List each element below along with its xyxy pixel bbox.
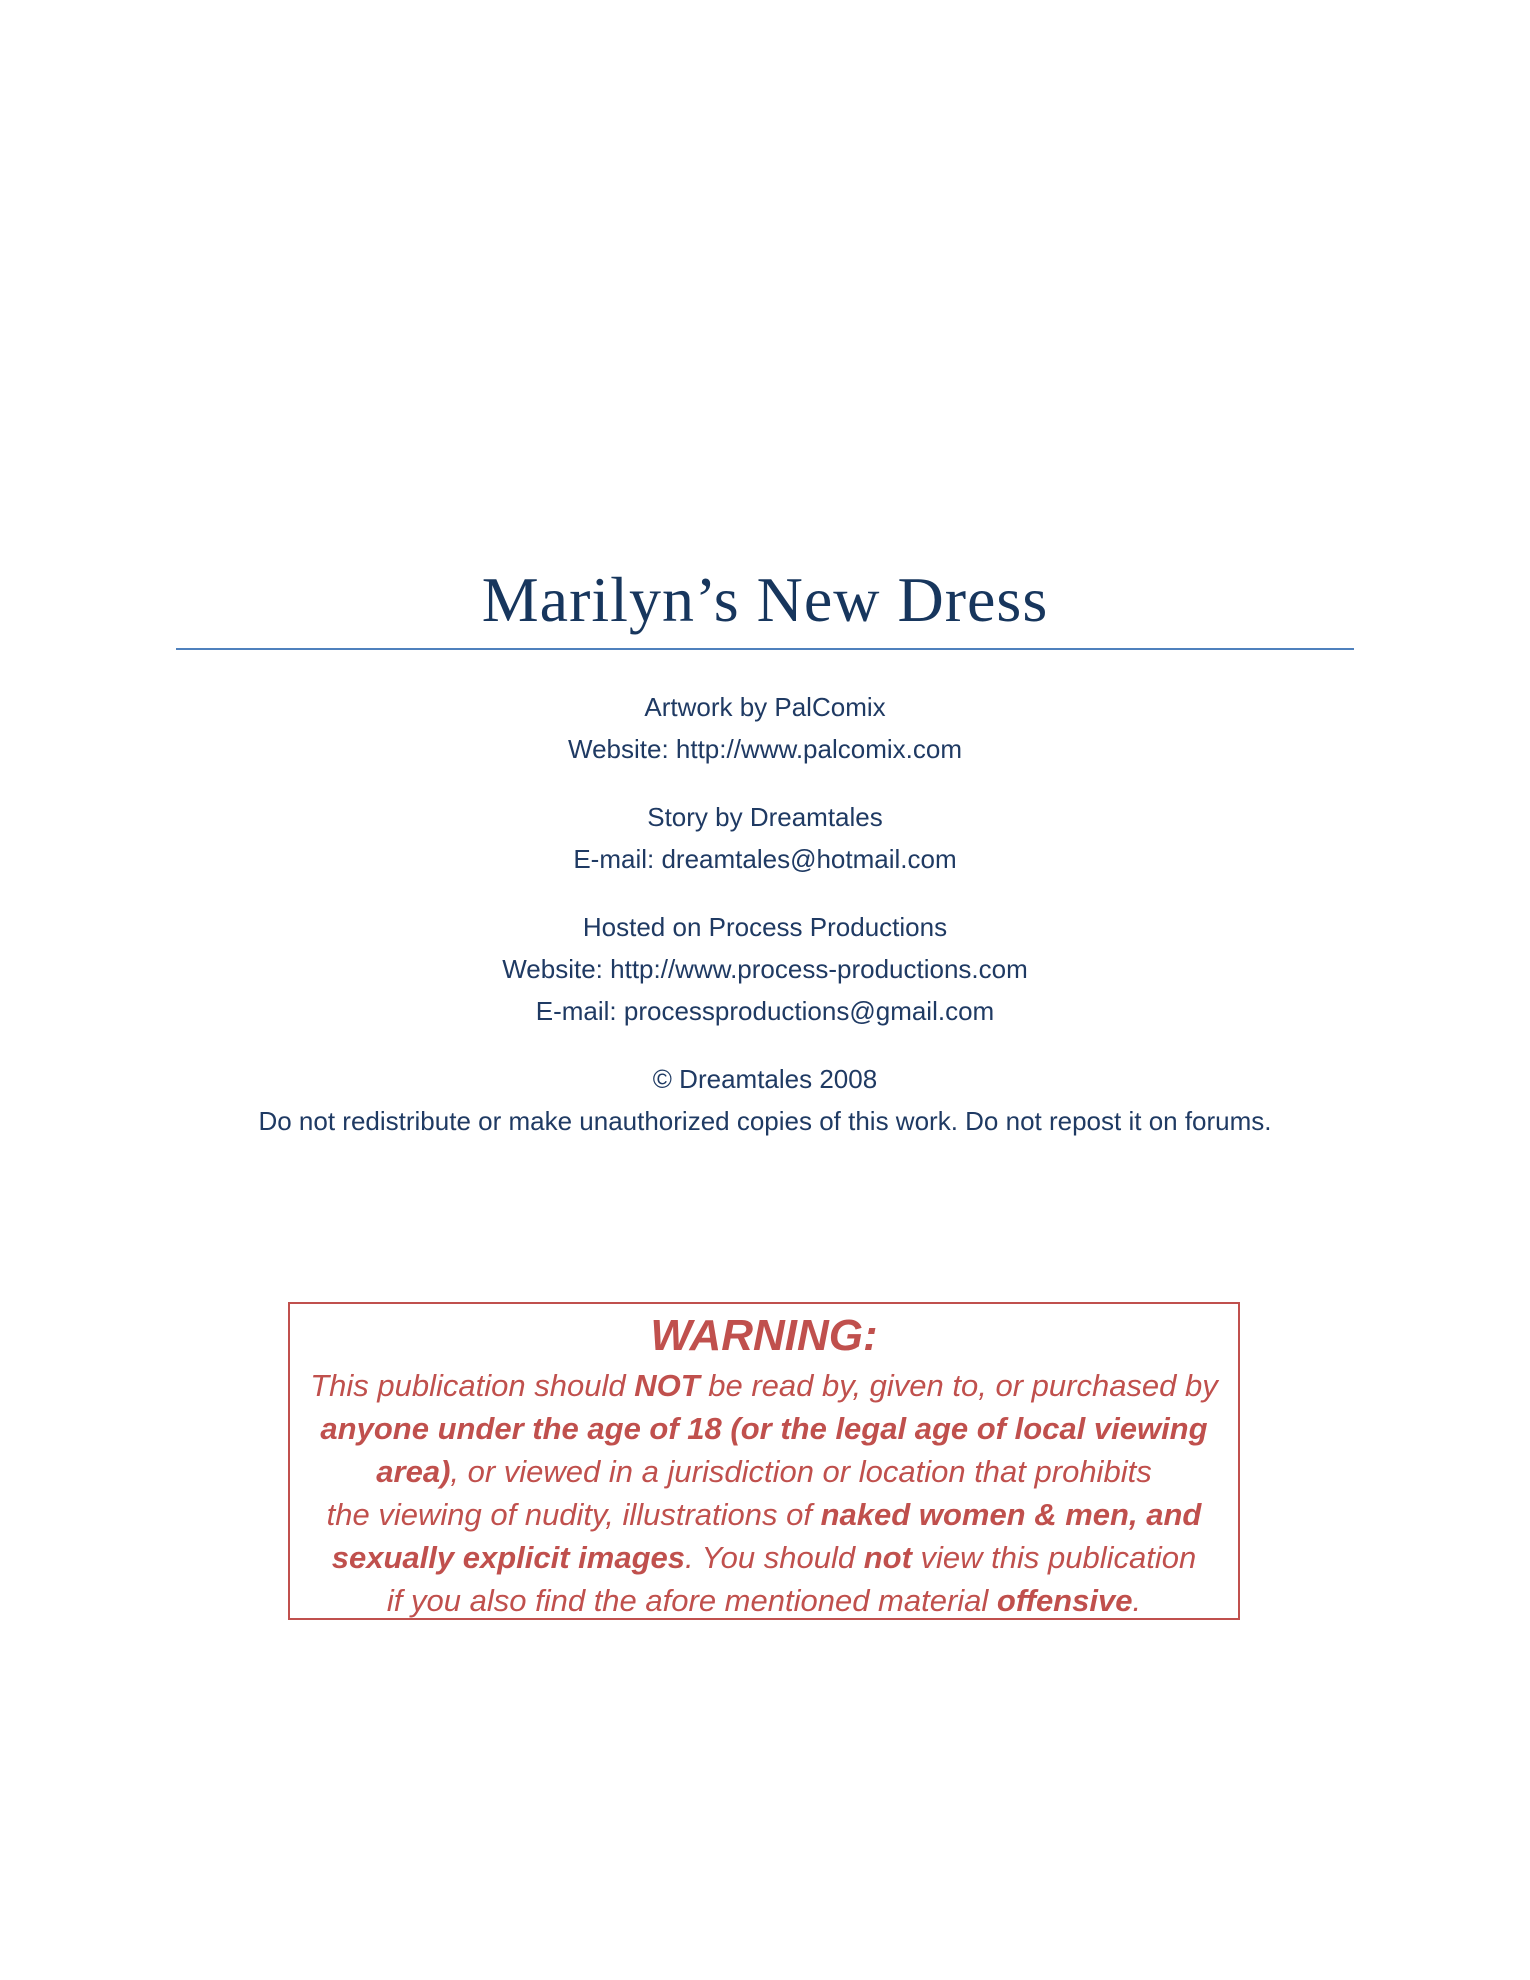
warning-box (288, 1302, 1240, 1620)
copyright-text: © Dreamtales 2008 (652, 1064, 878, 1094)
warning-text: the viewing of nudity, illustrations of (326, 1497, 821, 1532)
copyright-block (0, 1058, 1530, 1142)
warning-emphasis: not (863, 1540, 912, 1575)
artwork-credit (0, 686, 1530, 770)
warning-text: This publication should (310, 1368, 635, 1403)
artwork-by-text: Artwork by PalComix (644, 692, 886, 722)
story-credit (0, 796, 1530, 880)
warning-emphasis: offensive (996, 1583, 1133, 1618)
warning-emphasis: area) (376, 1454, 451, 1489)
warning-line-6 (290, 1579, 1238, 1622)
warning-heading: WARNING: (650, 1311, 878, 1360)
warning-text: . You should (685, 1540, 864, 1575)
warning-line-4 (290, 1493, 1238, 1536)
warning-text: be read by, given to, or purchased by (699, 1368, 1218, 1403)
hosting-website-text: Website: http://www.process-productions.com (502, 954, 1028, 984)
warning-text: , or viewed in a jurisdiction or location that prohibits (450, 1454, 1152, 1489)
warning-line-3 (290, 1450, 1238, 1493)
warning-line-5 (290, 1536, 1238, 1579)
story-email-text: E-mail: dreamtales@hotmail.com (573, 844, 957, 874)
hosting-email-text: E-mail: processproductions@gmail.com (535, 996, 995, 1026)
warning-emphasis: naked women & men, and (820, 1497, 1202, 1532)
warning-text: . (1132, 1583, 1142, 1618)
warning-emphasis: anyone under the age of 18 (or the legal age of local viewing (320, 1411, 1208, 1446)
warning-line-2 (290, 1407, 1238, 1450)
hosting-credit (0, 906, 1530, 1032)
story-by-text: Story by Dreamtales (647, 802, 883, 832)
warning-emphasis: NOT (634, 1368, 700, 1403)
warning-text: if you also find the afore mentioned material (386, 1583, 997, 1618)
warning-emphasis: sexually explicit images (331, 1540, 685, 1575)
title-divider (176, 648, 1354, 650)
redistribution-notice: Do not redistribute or make unauthorized copies of this work. Do not repost it on forums. (258, 1106, 1272, 1136)
warning-text: view this publication (911, 1540, 1197, 1575)
artwork-website-text: Website: http://www.palcomix.com (568, 734, 962, 764)
credits-section (0, 686, 1530, 1168)
document-title: Marilyn’s New Dress (481, 564, 1049, 635)
warning-line-1 (290, 1364, 1238, 1407)
hosted-on-text: Hosted on Process Productions (582, 912, 948, 942)
